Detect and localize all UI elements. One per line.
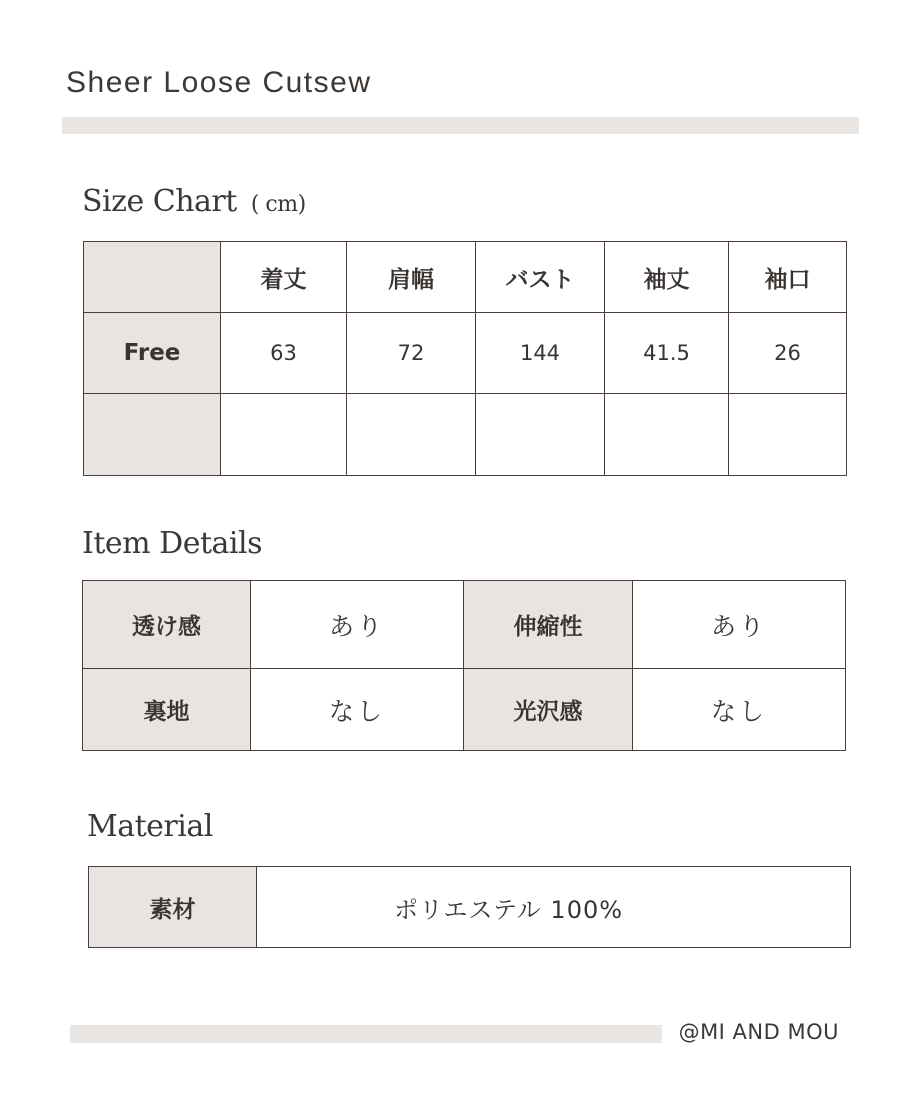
table-row — [83, 581, 846, 669]
item-details-heading: Item Details — [82, 526, 262, 561]
footer-credit: @MI AND MOU — [678, 1020, 839, 1044]
table-row — [84, 313, 847, 394]
size-chart-corner-cell — [84, 242, 221, 313]
size-value: 72 — [347, 313, 476, 394]
size-value: 26 — [729, 313, 847, 394]
material-table — [88, 866, 851, 948]
detail-label: 光沢感 — [464, 669, 633, 751]
size-chart-header-row — [84, 242, 847, 313]
page-title: Sheer Loose Cutsew — [66, 66, 372, 99]
size-value — [605, 394, 729, 476]
size-chart-heading-text: Size Chart — [82, 184, 237, 219]
header-divider-bar — [62, 117, 859, 134]
detail-value: あり — [251, 581, 464, 669]
size-chart-unit: ( cm) — [250, 192, 306, 217]
size-value — [476, 394, 605, 476]
detail-value: なし — [251, 669, 464, 751]
column-header: 袖丈 — [605, 242, 729, 313]
detail-label: 裏地 — [83, 669, 251, 751]
size-value — [729, 394, 847, 476]
detail-label: 伸縮性 — [464, 581, 633, 669]
footer-divider-bar — [70, 1025, 662, 1043]
size-chart-heading — [82, 184, 306, 219]
column-header: 袖口 — [729, 242, 847, 313]
detail-label: 透け感 — [83, 581, 251, 669]
column-header: バスト — [476, 242, 605, 313]
detail-value: あり — [633, 581, 846, 669]
column-header: 肩幅 — [347, 242, 476, 313]
material-heading: Material — [87, 809, 213, 844]
size-value: 144 — [476, 313, 605, 394]
row-label — [84, 394, 221, 476]
size-value: 41.5 — [605, 313, 729, 394]
item-details-table — [82, 580, 846, 751]
size-value — [347, 394, 476, 476]
material-label: 素材 — [89, 867, 257, 948]
row-label: Free — [84, 313, 221, 394]
size-value: 63 — [221, 313, 347, 394]
material-value: ポリエステル 100% — [257, 867, 851, 948]
table-row — [83, 669, 846, 751]
column-header: 着丈 — [221, 242, 347, 313]
table-row — [89, 867, 851, 948]
detail-value: なし — [633, 669, 846, 751]
size-value — [221, 394, 347, 476]
table-row — [84, 394, 847, 476]
size-chart-table — [83, 241, 847, 476]
